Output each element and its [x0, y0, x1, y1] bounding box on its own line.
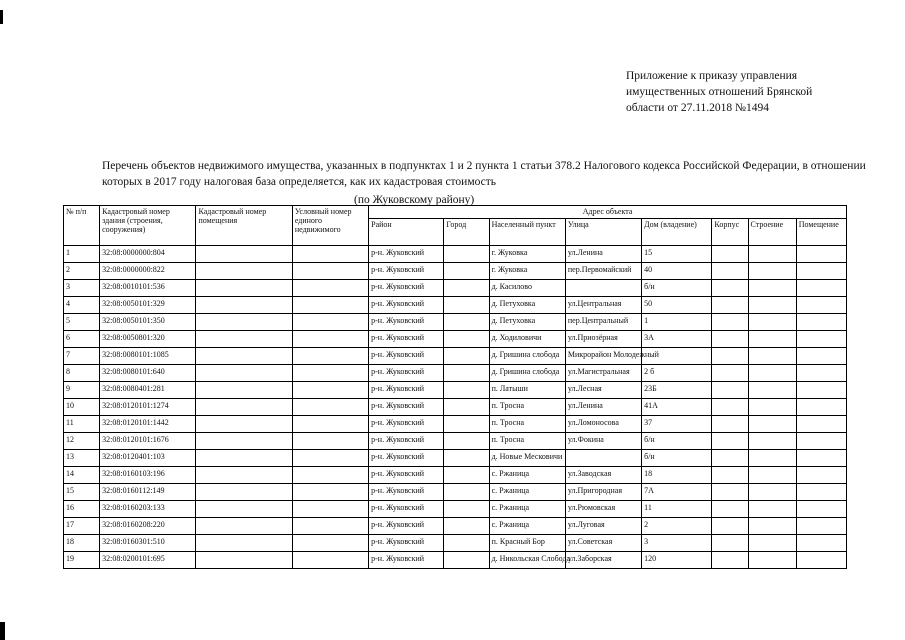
cell-settlement: д. Петуховка [489, 314, 565, 331]
cell-korpus [712, 433, 748, 450]
cell-stroenie [748, 399, 796, 416]
cell-city [444, 433, 489, 450]
document-title: Перечень объектов недвижимого имущества, указанных в подпунктах 1 и 2 пункта 1 статьи 378.2 Налогового кодекса Российской Федерации, в отношении которых в 2017 году налоговая база определяется, как их кадастровая стоимость [102, 160, 866, 188]
cell-settlement: д. Ходиловичи [489, 331, 565, 348]
cell-stroenie [748, 535, 796, 552]
cell-house: 50 [642, 297, 712, 314]
cell-korpus [712, 297, 748, 314]
cell-street: ул.Лесная [565, 382, 641, 399]
cell-conditional [292, 399, 368, 416]
cell-conditional [292, 416, 368, 433]
cell-cadastral-room [196, 467, 292, 484]
cell-city [444, 382, 489, 399]
district-subtitle: (по Жуковскому району) [354, 194, 475, 206]
cell-settlement: д. Новые Месковичи [489, 450, 565, 467]
cell-stroenie [748, 263, 796, 280]
cell-district: р-н. Жуковский [369, 382, 444, 399]
cell-num: 10 [64, 399, 100, 416]
cell-cadastral-room [196, 518, 292, 535]
cell-cadastral-room [196, 263, 292, 280]
cell-house: 15 [642, 246, 712, 263]
cell-num: 16 [64, 501, 100, 518]
cell-conditional [292, 552, 368, 569]
cell-cadastral-building: 32:08:0120101:1274 [100, 399, 196, 416]
cell-korpus [712, 552, 748, 569]
cell-settlement: д. Петуховка [489, 297, 565, 314]
cell-city [444, 518, 489, 535]
cell-settlement: п. Тросна [489, 399, 565, 416]
cell-pomeshchenie [796, 399, 846, 416]
cell-stroenie [748, 280, 796, 297]
cell-house: 40 [642, 263, 712, 280]
cell-street: ул.Рюмовская [565, 501, 641, 518]
appendix-line: Приложение к приказу управления [626, 70, 798, 82]
cell-street: ул.Заводская [565, 467, 641, 484]
cell-city [444, 535, 489, 552]
cell-city [444, 399, 489, 416]
cell-num: 19 [64, 552, 100, 569]
col-header-korpus: Корпус [712, 219, 748, 246]
cell-conditional [292, 263, 368, 280]
cell-street: ул.Советская [565, 535, 641, 552]
cell-cadastral-building: 32:08:0160112:149 [100, 484, 196, 501]
cell-city [444, 450, 489, 467]
cell-district: р-н. Жуковский [369, 518, 444, 535]
cell-street: ул.Ломоносова [565, 416, 641, 433]
cell-cadastral-room [196, 535, 292, 552]
cell-cadastral-building: 32:08:0120101:1442 [100, 416, 196, 433]
cell-city [444, 416, 489, 433]
cell-stroenie [748, 382, 796, 399]
cell-street: ул.Пригородная [565, 484, 641, 501]
cell-house: 37 [642, 416, 712, 433]
cell-korpus [712, 365, 748, 382]
cell-num: 6 [64, 331, 100, 348]
cell-stroenie [748, 331, 796, 348]
cell-conditional [292, 314, 368, 331]
table-row [64, 348, 847, 365]
cell-district: р-н. Жуковский [369, 450, 444, 467]
cell-city [444, 501, 489, 518]
cell-city [444, 331, 489, 348]
cell-cadastral-room [196, 297, 292, 314]
cell-conditional [292, 246, 368, 263]
cell-pomeshchenie [796, 501, 846, 518]
cell-city [444, 263, 489, 280]
cell-korpus [712, 416, 748, 433]
table-row [64, 382, 847, 399]
scan-edge-mark [0, 10, 3, 24]
cell-cadastral-room [196, 433, 292, 450]
cell-district: р-н. Жуковский [369, 246, 444, 263]
cell-cadastral-building: 32:08:0160103:196 [100, 467, 196, 484]
cell-district: р-н. Жуковский [369, 399, 444, 416]
col-header-settlement: Населенный пункт [489, 219, 565, 246]
cell-street: пер.Центральный [565, 314, 641, 331]
cell-settlement: с. Ржаница [489, 501, 565, 518]
cell-conditional [292, 501, 368, 518]
cell-district: р-н. Жуковский [369, 297, 444, 314]
cell-stroenie [748, 297, 796, 314]
cell-num: 14 [64, 467, 100, 484]
cell-settlement: п. Тросна [489, 416, 565, 433]
table-row [64, 450, 847, 467]
cell-cadastral-building: 32:08:0080401:281 [100, 382, 196, 399]
cell-cadastral-room [196, 365, 292, 382]
cell-cadastral-room [196, 280, 292, 297]
cell-city [444, 297, 489, 314]
cell-korpus [712, 467, 748, 484]
cell-num: 7 [64, 348, 100, 365]
cell-city [444, 552, 489, 569]
table-row [64, 297, 847, 314]
cell-street [565, 280, 641, 297]
cell-num: 13 [64, 450, 100, 467]
cell-district: р-н. Жуковский [369, 263, 444, 280]
cell-num: 2 [64, 263, 100, 280]
cell-cadastral-building: 32:08:0160301:510 [100, 535, 196, 552]
cell-cadastral-room [196, 382, 292, 399]
cell-cadastral-building: 32:08:0160203:133 [100, 501, 196, 518]
cell-conditional [292, 348, 368, 365]
cell-pomeshchenie [796, 552, 846, 569]
cell-korpus [712, 246, 748, 263]
cell-city [444, 348, 489, 365]
cell-conditional [292, 365, 368, 382]
table-row [64, 433, 847, 450]
cell-korpus [712, 484, 748, 501]
cell-pomeshchenie [796, 535, 846, 552]
cell-settlement: г. Жуковка [489, 263, 565, 280]
property-table [63, 205, 847, 569]
cell-house: 18 [642, 467, 712, 484]
cell-street: ул.Фокина [565, 433, 641, 450]
cell-num: 5 [64, 314, 100, 331]
cell-cadastral-room [196, 331, 292, 348]
cell-street: ул.Луговая [565, 518, 641, 535]
table-row [64, 518, 847, 535]
cell-city [444, 467, 489, 484]
cell-num: 1 [64, 246, 100, 263]
cell-house: б/н [642, 433, 712, 450]
cell-house: 1 [642, 314, 712, 331]
cell-district: р-н. Жуковский [369, 484, 444, 501]
table-row [64, 246, 847, 263]
cell-num: 3 [64, 280, 100, 297]
cell-korpus [712, 331, 748, 348]
col-header-pomeshchenie: Помещение [796, 219, 846, 246]
cell-cadastral-building: 32:08:0200101:695 [100, 552, 196, 569]
cell-settlement: д. Никольская Слобода [489, 552, 565, 569]
cell-korpus [712, 518, 748, 535]
cell-korpus [712, 280, 748, 297]
cell-korpus [712, 382, 748, 399]
cell-num: 4 [64, 297, 100, 314]
cell-stroenie [748, 433, 796, 450]
cell-street: ул.Магистральная [565, 365, 641, 382]
cell-conditional [292, 518, 368, 535]
cell-conditional [292, 331, 368, 348]
cell-district: р-н. Жуковский [369, 416, 444, 433]
cell-pomeshchenie [796, 467, 846, 484]
cell-street [565, 450, 641, 467]
cell-pomeshchenie [796, 382, 846, 399]
cell-settlement: д. Гришина слобода [489, 348, 565, 365]
cell-cadastral-building: 32:08:0080101:640 [100, 365, 196, 382]
table-row [64, 535, 847, 552]
cell-num: 17 [64, 518, 100, 535]
cell-settlement: п. Красный Бор [489, 535, 565, 552]
table-row [64, 280, 847, 297]
cell-house: б/н [642, 280, 712, 297]
cell-cadastral-building: 32:08:0050101:350 [100, 314, 196, 331]
cell-cadastral-building: 32:08:0010101:536 [100, 280, 196, 297]
cell-stroenie [748, 348, 796, 365]
cell-pomeshchenie [796, 263, 846, 280]
cell-conditional [292, 450, 368, 467]
cell-house: б/н [642, 450, 712, 467]
cell-conditional [292, 433, 368, 450]
cell-settlement: г. Жуковка [489, 246, 565, 263]
cell-city [444, 314, 489, 331]
cell-conditional [292, 535, 368, 552]
cell-house: 3 [642, 535, 712, 552]
scan-edge-mark [0, 622, 5, 640]
cell-stroenie [748, 314, 796, 331]
cell-house: 7А [642, 484, 712, 501]
table-row [64, 314, 847, 331]
cell-pomeshchenie [796, 484, 846, 501]
col-header-house: Дом (владение) [642, 219, 712, 246]
cell-stroenie [748, 450, 796, 467]
table-row [64, 416, 847, 433]
cell-cadastral-building: 32:08:0000000:804 [100, 246, 196, 263]
cell-street: пер.Первомайский [565, 263, 641, 280]
col-header-conditional: Условный номер единого недвижимого [292, 206, 368, 246]
cell-num: 9 [64, 382, 100, 399]
cell-conditional [292, 484, 368, 501]
cell-conditional [292, 467, 368, 484]
cell-stroenie [748, 552, 796, 569]
cell-korpus [712, 348, 748, 365]
cell-stroenie [748, 416, 796, 433]
col-header-cadastral-room: Кадастровый номер помещения [196, 206, 292, 246]
cell-house: 3А [642, 331, 712, 348]
cell-pomeshchenie [796, 433, 846, 450]
appendix-line: имущественных отношений Брянской [626, 86, 813, 98]
cell-house: 11 [642, 501, 712, 518]
cell-korpus [712, 535, 748, 552]
cell-street: ул.Заборская [565, 552, 641, 569]
cell-num: 18 [64, 535, 100, 552]
cell-settlement: с. Ржаница [489, 467, 565, 484]
cell-settlement: с. Ржаница [489, 484, 565, 501]
cell-korpus [712, 501, 748, 518]
cell-cadastral-room [196, 552, 292, 569]
appendix-line: области от 27.11.2018 №1494 [626, 102, 769, 114]
cell-settlement: п. Тросна [489, 433, 565, 450]
cell-district: р-н. Жуковский [369, 331, 444, 348]
table-row [64, 331, 847, 348]
cell-city [444, 484, 489, 501]
cell-cadastral-building: 32:08:0050101:329 [100, 297, 196, 314]
cell-pomeshchenie [796, 450, 846, 467]
cell-pomeshchenie [796, 314, 846, 331]
cell-conditional [292, 297, 368, 314]
cell-cadastral-building: 32:08:0080101:1085 [100, 348, 196, 365]
cell-num: 8 [64, 365, 100, 382]
cell-cadastral-building: 32:08:0050801:320 [100, 331, 196, 348]
table-row [64, 484, 847, 501]
cell-street: Микрорайон Молодежный [565, 348, 641, 365]
cell-cadastral-building: 32:08:0160208:220 [100, 518, 196, 535]
table-row [64, 467, 847, 484]
cell-district: р-н. Жуковский [369, 433, 444, 450]
cell-house: 2 б [642, 365, 712, 382]
cell-settlement: д. Гришина слобода [489, 365, 565, 382]
cell-city [444, 280, 489, 297]
cell-num: 15 [64, 484, 100, 501]
cell-street: ул.Центральная [565, 297, 641, 314]
col-header-stroenie: Строение [748, 219, 796, 246]
cell-pomeshchenie [796, 518, 846, 535]
cell-cadastral-building: 32:08:0120401:103 [100, 450, 196, 467]
table-row [64, 501, 847, 518]
appendix-note [626, 68, 876, 116]
cell-cadastral-building: 32:08:0120101:1676 [100, 433, 196, 450]
cell-district: р-н. Жуковский [369, 535, 444, 552]
cell-cadastral-room [196, 484, 292, 501]
cell-pomeshchenie [796, 365, 846, 382]
cell-street: ул.Ленина [565, 399, 641, 416]
cell-district: р-н. Жуковский [369, 552, 444, 569]
cell-cadastral-room [196, 399, 292, 416]
cell-korpus [712, 399, 748, 416]
cell-settlement: с. Ржаница [489, 518, 565, 535]
table-row [64, 365, 847, 382]
cell-cadastral-room [196, 314, 292, 331]
cell-district: р-н. Жуковский [369, 365, 444, 382]
cell-cadastral-room [196, 416, 292, 433]
cell-num: 11 [64, 416, 100, 433]
cell-pomeshchenie [796, 297, 846, 314]
cell-cadastral-room [196, 246, 292, 263]
cell-house: 2 [642, 518, 712, 535]
cell-pomeshchenie [796, 331, 846, 348]
cell-stroenie [748, 501, 796, 518]
col-header-street: Улица [565, 219, 641, 246]
cell-street: ул.Приозёрная [565, 331, 641, 348]
cell-stroenie [748, 467, 796, 484]
cell-cadastral-room [196, 450, 292, 467]
cell-korpus [712, 314, 748, 331]
col-header-district: Район [369, 219, 444, 246]
cell-pomeshchenie [796, 280, 846, 297]
cell-stroenie [748, 246, 796, 263]
cell-cadastral-room [196, 348, 292, 365]
col-header-city: Город [444, 219, 489, 246]
col-header-num: № п/п [64, 206, 100, 246]
cell-pomeshchenie [796, 246, 846, 263]
cell-pomeshchenie [796, 348, 846, 365]
cell-district: р-н. Жуковский [369, 348, 444, 365]
cell-conditional [292, 280, 368, 297]
col-header-cadastral-building: Кадастровый номер здания (строения, сооружения) [100, 206, 196, 246]
cell-district: р-н. Жуковский [369, 501, 444, 518]
table-row [64, 399, 847, 416]
cell-district: р-н. Жуковский [369, 280, 444, 297]
cell-cadastral-building: 32:08:0000000:822 [100, 263, 196, 280]
cell-house: 23Б [642, 382, 712, 399]
cell-city [444, 246, 489, 263]
cell-settlement: п. Латыши [489, 382, 565, 399]
cell-house: 120 [642, 552, 712, 569]
cell-district: р-н. Жуковский [369, 314, 444, 331]
cell-korpus [712, 450, 748, 467]
cell-district: р-н. Жуковский [369, 467, 444, 484]
cell-stroenie [748, 518, 796, 535]
cell-korpus [712, 263, 748, 280]
cell-stroenie [748, 365, 796, 382]
cell-num: 12 [64, 433, 100, 450]
col-header-address: Адрес объекта [369, 206, 847, 219]
table-row [64, 263, 847, 280]
cell-house: 41А [642, 399, 712, 416]
table-row [64, 552, 847, 569]
cell-pomeshchenie [796, 416, 846, 433]
cell-cadastral-room [196, 501, 292, 518]
cell-street: ул.Ленина [565, 246, 641, 263]
cell-stroenie [748, 484, 796, 501]
cell-conditional [292, 382, 368, 399]
cell-city [444, 365, 489, 382]
cell-settlement: д. Касилово [489, 280, 565, 297]
